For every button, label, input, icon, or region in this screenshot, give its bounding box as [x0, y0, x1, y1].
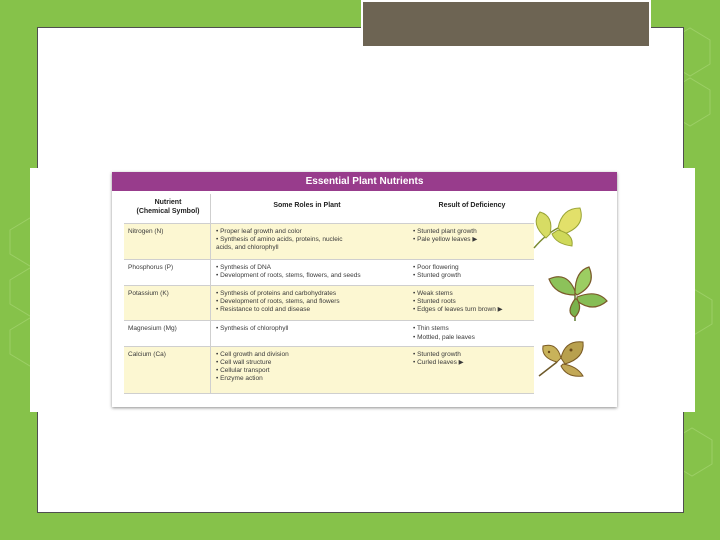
nutrient-cell: Nitrogen (N): [128, 228, 164, 235]
deficiency-line: • Curled leaves ▶: [413, 359, 464, 366]
nutrient-cell: Phosphorus (P): [128, 264, 174, 271]
deficiency-line: • Stunted roots: [413, 298, 456, 305]
header-deficiency: Result of Deficiency: [438, 202, 506, 209]
nutrient-cell: Calcium (Ca): [128, 351, 166, 358]
header-nutrient-line1: Nutrient: [154, 199, 182, 206]
roles-line: • Synthesis of proteins and carbohydrates: [216, 290, 337, 297]
roles-line: • Cell growth and division: [216, 351, 289, 358]
roles-line: • Development of roots, stems, flowers, and seeds: [216, 272, 361, 279]
nutrient-table-figure: [112, 172, 617, 407]
header-nutrient: [126, 198, 210, 216]
deficiency-line: • Stunted growth: [413, 351, 461, 358]
roles-line: • Synthesis of chlorophyll: [216, 325, 289, 332]
roles-line: • Development of roots, stems, and flowers: [216, 298, 340, 305]
roles-line: • Synthesis of amino acids, proteins, nucleic: [216, 236, 343, 243]
deficiency-line: • Weak stems: [413, 290, 453, 297]
column-divider: [210, 194, 211, 393]
header-roles: Some Roles in Plant: [273, 202, 341, 209]
roles-line: • Cell wall structure: [216, 359, 272, 366]
roles-line: • Enzyme action: [216, 375, 263, 382]
deficiency-line: • Pale yellow leaves ▶: [413, 236, 478, 243]
roles-line: acids, and chlorophyll: [216, 244, 279, 251]
deficiency-line: • Thin stems: [413, 325, 449, 332]
roles-line: • Cellular transport: [216, 367, 270, 374]
nutrient-cell: Magnesium (Mg): [128, 325, 177, 332]
yellow-leaf-icon: [528, 204, 588, 252]
table-row: [124, 347, 534, 393]
deficiency-line: • Poor flowering: [413, 264, 459, 271]
roles-line: • Synthesis of DNA: [216, 264, 272, 271]
table-bottom-rule: [124, 393, 534, 394]
roles-line: • Proper leaf growth and color: [216, 228, 302, 235]
title-placeholder-block: [361, 0, 651, 48]
deficiency-line: • Stunted growth: [413, 272, 461, 279]
figure-title: Essential Plant Nutrients: [112, 172, 617, 191]
deficiency-line: • Mottled, pale leaves: [413, 334, 475, 341]
nutrient-cell: Potassium (K): [128, 290, 169, 297]
browning-leaf-icon: [545, 265, 609, 323]
header-nutrient-line2: (Chemical Symbol): [136, 208, 200, 215]
deficiency-line: • Edges of leaves turn brown ▶: [413, 306, 503, 313]
deficiency-line: • Stunted plant growth: [413, 228, 477, 235]
roles-line: • Resistance to cold and disease: [216, 306, 311, 313]
curled-leaf-icon: [535, 336, 591, 380]
